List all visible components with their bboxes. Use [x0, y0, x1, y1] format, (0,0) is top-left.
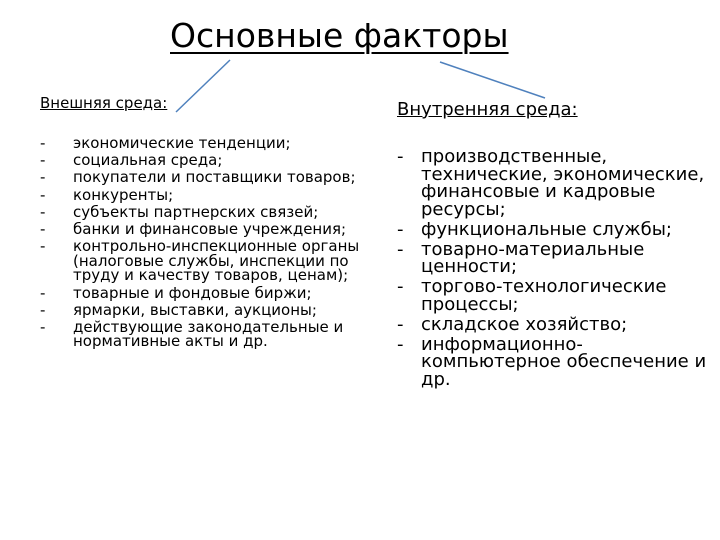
list-item	[397, 218, 717, 240]
list-item-text: ярмарки, выставки, аукционы;	[73, 300, 317, 319]
list-item	[397, 333, 717, 390]
list-item-text: экономические тенденции;	[73, 134, 291, 152]
list-item	[40, 153, 370, 168]
list-item	[40, 317, 370, 351]
bullet-dash: -	[40, 185, 46, 204]
bullet-dash: -	[397, 333, 404, 355]
connector-line-right	[440, 62, 545, 98]
list-item	[397, 313, 717, 335]
list-item-text: конкуренты;	[73, 185, 174, 204]
list-item	[40, 170, 370, 185]
list-item-text: информационно-компьютерное обеспечение и др.	[421, 333, 707, 390]
list-item	[40, 283, 370, 302]
bullet-dash: -	[397, 238, 404, 260]
list-item	[40, 219, 370, 238]
bullet-dash: -	[40, 151, 46, 170]
list-item	[40, 185, 370, 204]
list-item-text: товарно-материальные ценности;	[421, 238, 645, 278]
list-item-text: покупатели и поставщики товаров;	[73, 168, 356, 187]
list-item	[40, 300, 370, 319]
internal-factors-list	[397, 148, 717, 391]
list-item-text: действующие законодательные и нормативные акты и др.	[73, 317, 344, 351]
list-item-text: торгово-технологические процессы;	[421, 276, 667, 315]
external-factors-list	[40, 136, 370, 352]
page-title: Основные факторы	[170, 16, 509, 55]
bullet-dash: -	[40, 134, 46, 152]
list-item-text: производственные, технические, экономические, финансовые и кадровые ресурсы;	[421, 146, 705, 220]
list-item	[397, 148, 717, 218]
list-item	[40, 136, 370, 151]
list-item-text: субъекты партнерских связей;	[73, 202, 319, 221]
bullet-dash: -	[397, 218, 404, 240]
list-item	[397, 278, 717, 313]
list-item-text: товарные и фондовые биржи;	[73, 283, 312, 302]
bullet-dash: -	[397, 313, 404, 335]
bullet-dash: -	[40, 300, 46, 319]
bullet-dash: -	[40, 237, 46, 256]
list-item	[40, 202, 370, 221]
list-item-text: социальная среда;	[73, 151, 223, 170]
bullet-dash: -	[397, 146, 404, 167]
bullet-dash: -	[397, 276, 404, 298]
bullet-dash: -	[40, 219, 46, 238]
bullet-dash: -	[40, 168, 46, 187]
external-environment-heading: Внешняя среда:	[40, 94, 168, 112]
bullet-dash: -	[40, 202, 46, 221]
internal-environment-heading: Внутренняя среда:	[397, 99, 578, 120]
list-item	[40, 239, 370, 283]
list-item	[397, 238, 717, 278]
list-item-text: функциональные службы;	[421, 218, 672, 240]
list-item-text: контрольно-инспекционные органы (налоговые службы, инспекции по труду и качеству товаров, ценам);	[73, 237, 360, 285]
bullet-dash: -	[40, 317, 46, 336]
bullet-dash: -	[40, 283, 46, 302]
list-item-text: складское хозяйство;	[421, 313, 628, 335]
connector-line-left	[176, 60, 230, 112]
list-item-text: банки и финансовые учреждения;	[73, 219, 347, 238]
